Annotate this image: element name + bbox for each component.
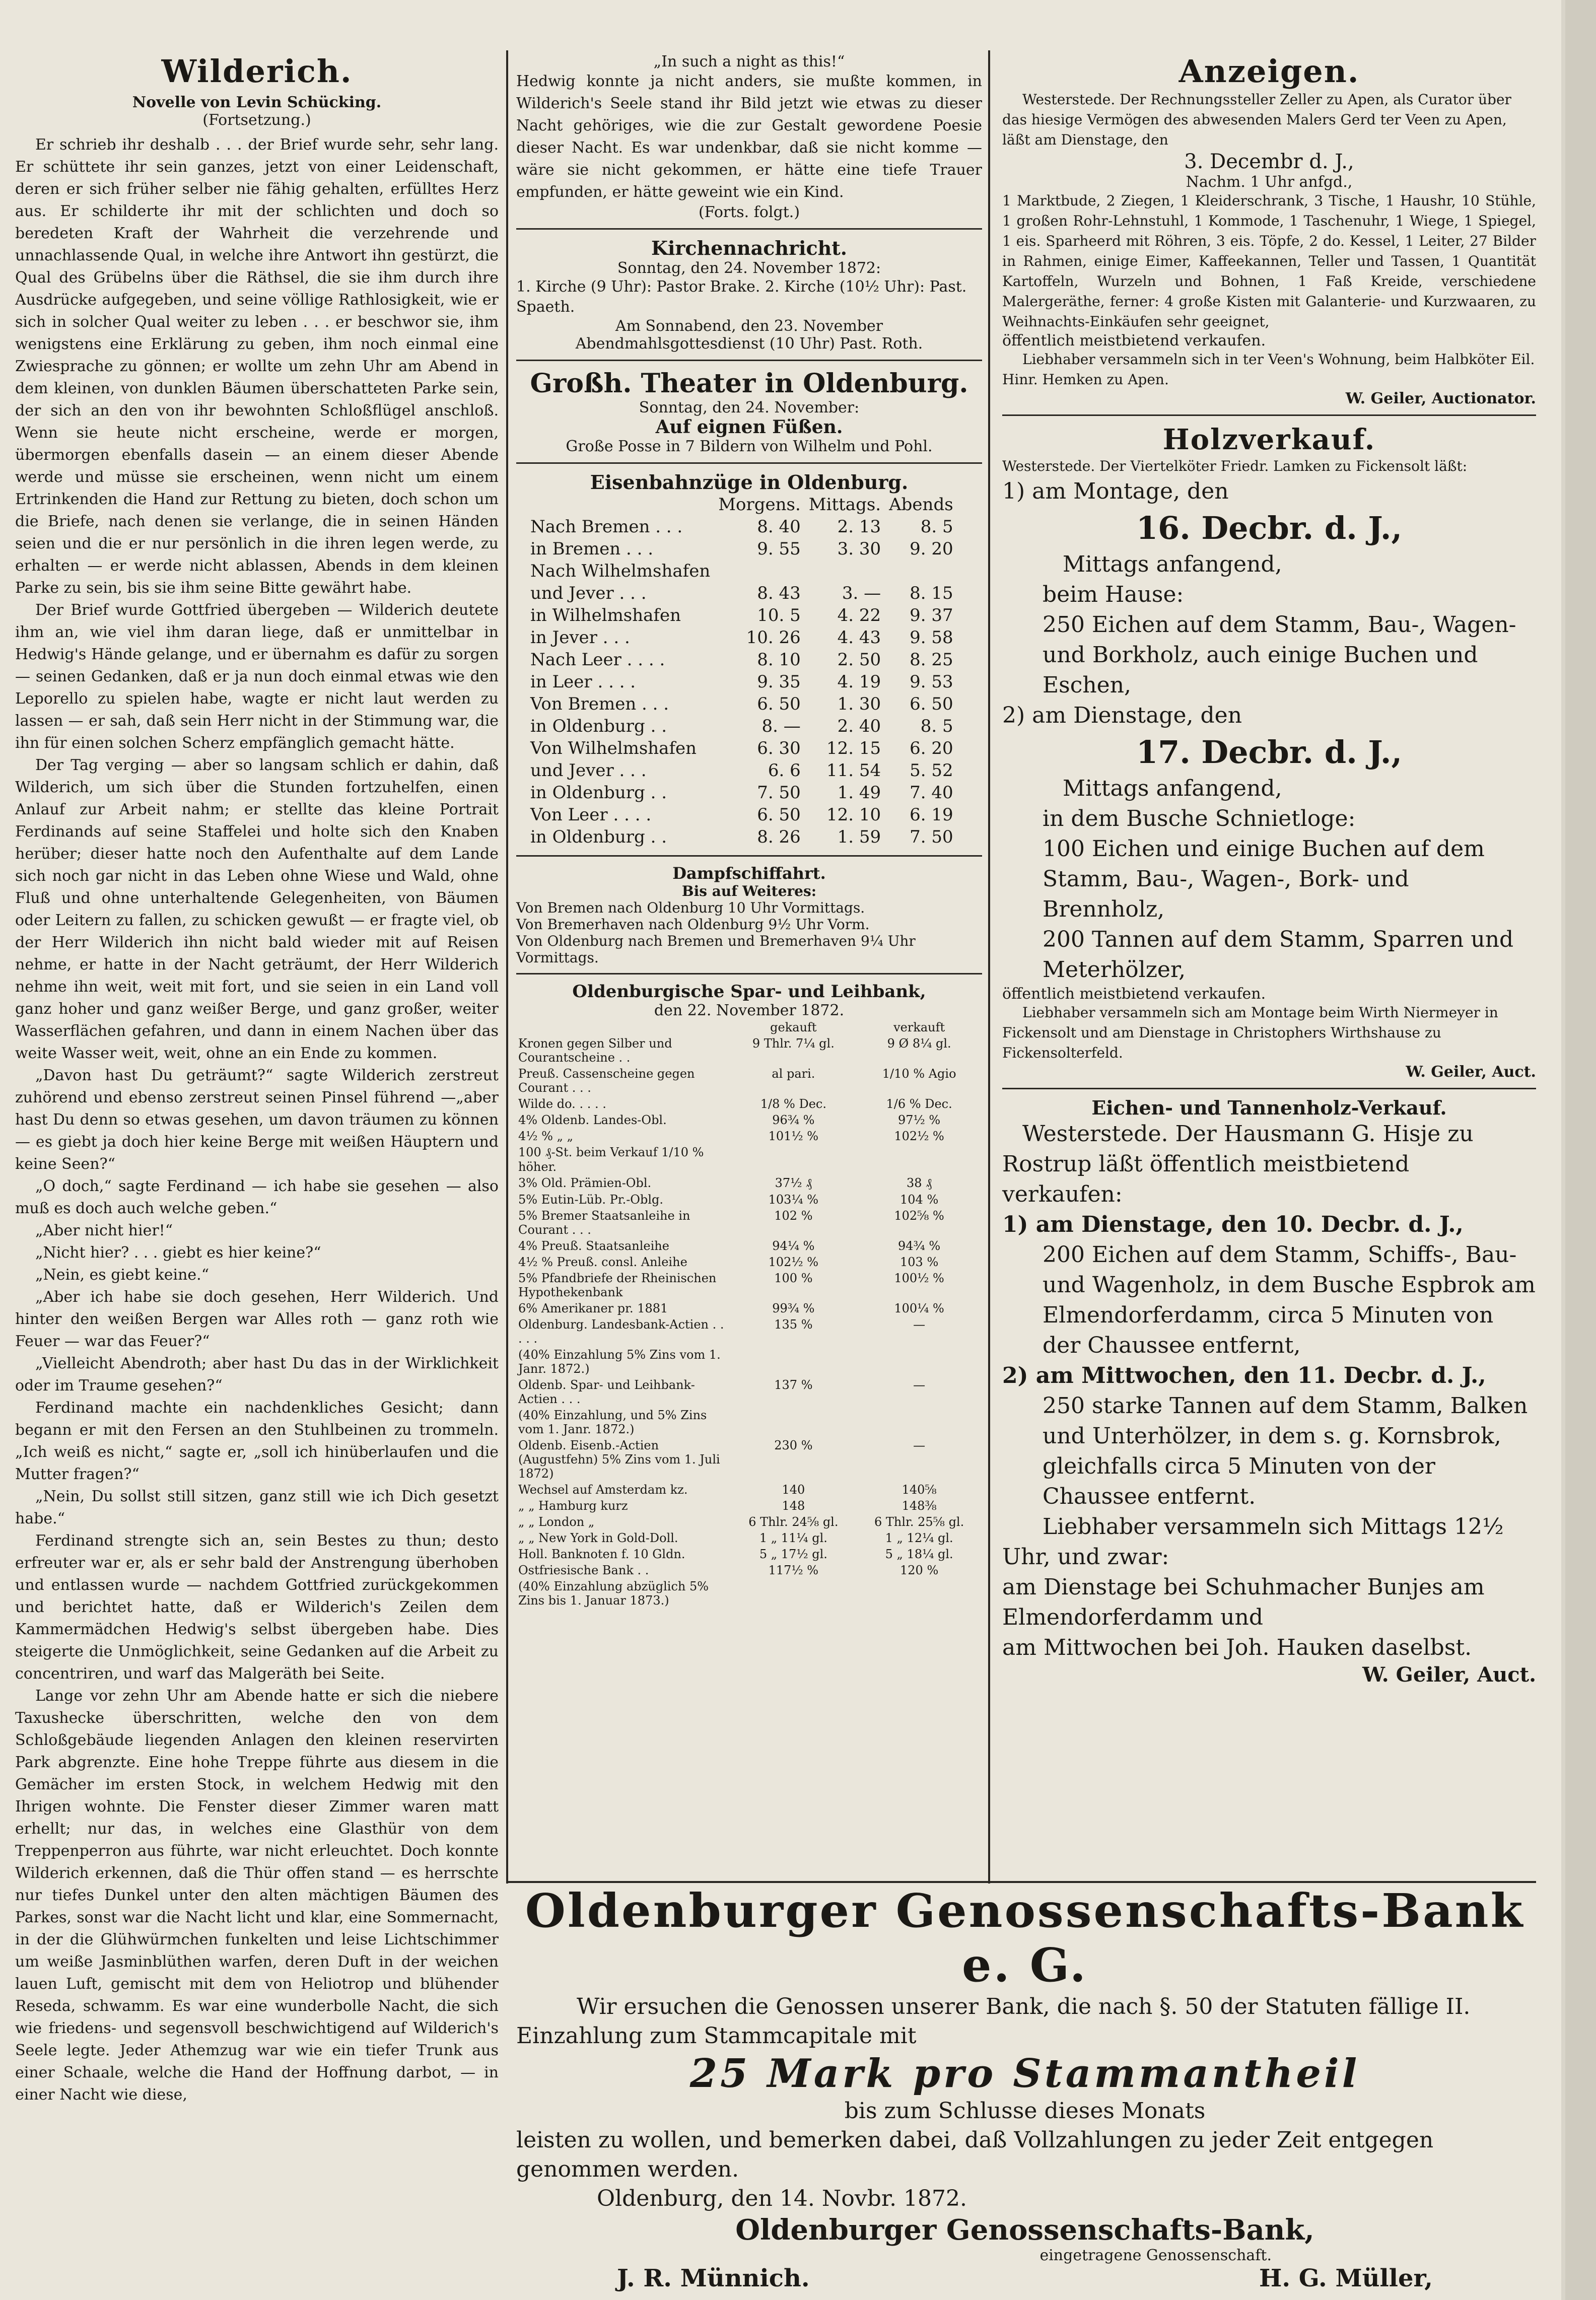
theater-line: Sonntag, den 24. November: — [639, 399, 860, 416]
novel-paragraph: „Davon hast Du geträumt?“ sagte Wilderich zerstreut zuhörend und ebenso zerstreut seinen Pinsel führend —„aber hast Du denn so etwas gesehen, um davon träumen zu können — es giebt ja doch hier keine Berge mit weißen Häuptern und keine Seen?“ — [15, 1067, 499, 1173]
table-header: Morgens. — [718, 495, 801, 515]
eich-line: am Mittwochen bei Joh. Hauken daselbst. — [1002, 1635, 1472, 1660]
table-cell: 140⅝ — [901, 1483, 937, 1497]
novel-paragraph: Der Brief wurde Gottfried übergeben — Wilderich deutete ihm an, wie viel ihm daran liege, daß er unmittelbar in Hedwig's Hände gelange, und er übernahm es dafür zu sorgen — seinen Gedanken, daß er ja nun doch einmal etwas wie den Leporello zu spielen habe, wagte er nicht laut werden zu lassen — er sah, daß sein Herr nicht in der Stimmung war, die ihn für einen solchen Scherz empfänglich gemacht hätte. — [15, 601, 499, 752]
table-cell: 9. 55 — [757, 539, 801, 559]
table-cell: 8. 5 — [920, 517, 953, 537]
eich-line: 200 Eichen auf dem Stamm, Schiffs-, Bau- und Wagenholz, in dem Busche Espbrok am Elmendorferdamm, circa 5 Minuten von der Chaussee entfernt, — [1043, 1242, 1536, 1358]
table-cell — [731, 1144, 857, 1175]
table-row — [526, 759, 957, 782]
bank-title: Oldenburgische Spar- und Leihbank, — [572, 982, 926, 1002]
table-cell: 102½ % — [894, 1129, 944, 1143]
holz-title: Holzverkauf. — [1162, 423, 1376, 456]
eich-line: 250 starke Tannen auf dem Stamm, Balken und Unterhölzer, in dem s. g. Kornsbrok, gleichfalls circa 5 Minuten von der Chaussee entfernt. — [1043, 1393, 1528, 1509]
table-cell — [856, 1347, 982, 1377]
quote-heading: „In such a night as this!“ — [653, 53, 845, 71]
table-cell: 5% Pfandbriefe der Rheinischen Hypothekenbank — [518, 1271, 717, 1299]
table-cell: Ostfriesische Bank . . — [518, 1563, 649, 1577]
church-title: Kirchennachricht. — [651, 237, 848, 259]
table-cell: 102½ % — [768, 1255, 819, 1269]
table-cell: in Leer . . . . — [530, 672, 636, 692]
table-cell: Kronen gegen Silber und Courantscheine . . — [518, 1036, 672, 1065]
table-cell: 1. 49 — [837, 783, 881, 803]
steam-line: Von Bremen nach Oldenburg 10 Uhr Vormittags. — [516, 899, 865, 916]
genbank-amount: 25 Mark pro Stammantheil — [689, 2051, 1360, 2097]
holz-line: 100 Eichen und einige Buchen auf dem Stamm, Bau-, Wagen-, Bork- und Brennholz, — [1043, 836, 1485, 922]
table-cell: 9. 35 — [757, 672, 801, 692]
divider — [516, 360, 982, 361]
table-cell: Holl. Banknoten f. 10 Gldn. — [518, 1547, 685, 1561]
holz-line: Mittags anfangend, — [1063, 776, 1282, 801]
table-row — [516, 1546, 982, 1562]
ad-text: Westerstede. Der Rechnungssteller Zeller zu Apen, als Curator über das hiesige Vermögen des abwesenden Malers Gerd ter Veen zu Apen, läßt am Dienstage, den — [1002, 91, 1511, 148]
divider — [1002, 1088, 1536, 1089]
table-cell — [731, 1407, 857, 1437]
table-cell: 94¼ % — [772, 1239, 815, 1253]
table-cell: 6 Thlr. 25⅝ gl. — [874, 1515, 964, 1529]
holz-line: 200 Tannen auf dem Stamm, Sparren und Meterhölzer, — [1043, 927, 1514, 983]
table-cell: Nach Leer . . . . — [530, 650, 665, 670]
table-row — [516, 1238, 982, 1254]
table-cell: 148⅜ — [901, 1499, 937, 1513]
table-cell — [805, 560, 885, 582]
table-header: verkauft — [893, 1020, 945, 1034]
table-row — [516, 1514, 982, 1530]
table-cell: 99¾ % — [772, 1301, 815, 1315]
table-cell: in Bremen . . . — [530, 539, 654, 559]
genbank-title: Oldenburger Genossenschafts-Bank e. G. — [525, 1884, 1525, 1992]
table-cell: 135 % — [774, 1317, 813, 1332]
genbank-signatures — [516, 2264, 1534, 2292]
novel-paragraph: „Vielleicht Abendroth; aber hast Du das in der Wirklichkeit oder im Traume gesehen?“ — [15, 1355, 499, 1395]
table-cell: 9 Ø 8¼ gl. — [887, 1036, 951, 1051]
table-cell: 6% Amerikaner pr. 1881 — [518, 1301, 668, 1315]
table-cell: 5 „ 17½ gl. — [759, 1547, 827, 1561]
table-cell: 148 — [782, 1499, 805, 1513]
table-cell: 11. 54 — [826, 760, 881, 781]
table-cell: al pari. — [772, 1067, 815, 1081]
table-cell: Preuß. Cassenscheine gegen Courant . . . — [518, 1067, 695, 1095]
eich-line: Liebhaber versammeln sich Mittags 12½ Uhr, und zwar: — [1002, 1514, 1504, 1570]
table-cell: 4% Oldenb. Landes-Obl. — [518, 1113, 667, 1127]
table-cell: 100½ % — [894, 1271, 944, 1285]
table-cell: 104 % — [900, 1193, 939, 1207]
column-rule-2 — [988, 50, 990, 1884]
novel-paragraph: Er schrieb ihr deshalb . . . der Brief wurde sehr, sehr lang. Er schüttete ihr sein ganzes, jetzt von einer Leidenschaft, deren er sich früher selber nie fähig gehalten, erfülltes Herz aus. Er schilderte ihr mit der schlichten und doch so beredeten Kraft der Wahrheit die verzehrende und unnachlassende Qual, in welche ihre Antwort ihn gestürzt, die Qual des Grübelns über die Räthsel, die sie ihm durch ihre Ausdrücke aufgegeben, und seine völlige Rathlosigkeit, wie er sich in solcher Qual weiter zu leben . . . er beschwor sie, ihm wenigstens eine Erklärung zu geben, ihm noch einmal eine Zwiesprache zu gönnen; er wollte um zehn Uhr am Abend in dem kleinen, von dunklen Bäumen überschatteten Parke sein, der sich an den von ihr bewohnten Schloßflügel anschloß. Wenn sie heute nicht erscheine, werde er morgen, übermorgen ebenfalls dasein — an einem dieser Abende werde und müsse sie erscheinen, wenn nicht um einem Ertrinkenden die Hand zur Rettung zu bieten, doch schon um die Briefe, nach denen sie verlange, die in seinen Händen seien und die er nur persönlich in die ihren legen werde, zu erhalten — er werde nicht ablassen, Abends in dem kleinen Parke zu sein, bis sie ihm seine Bitte gewährt habe. — [15, 136, 499, 597]
table-row — [516, 1530, 982, 1546]
table-cell: (40% Einzahlung abzüglich 5% Zins bis 1. Januar 1873.) — [518, 1579, 709, 1608]
table-row — [516, 1208, 982, 1238]
table-row — [516, 1347, 982, 1377]
novel-paragraph: „Aber nicht hier!“ — [35, 1222, 173, 1239]
ads-title: Anzeigen. — [1178, 53, 1360, 90]
middle-column — [516, 53, 982, 1609]
table-row — [526, 737, 957, 759]
table-row — [526, 671, 957, 693]
table-cell: Nach Wilhelmshafen — [530, 561, 711, 581]
theater-line: Große Posse in 7 Bildern von Wilhelm und Pohl. — [566, 438, 933, 455]
table-cell: „ „ New York in Gold-Doll. — [518, 1531, 678, 1545]
table-cell: Von Leer . . . . — [530, 805, 652, 825]
novel-paragraph: Ferdinand strengte sich an, sein Bestes zu thun; desto erfreuter war er, als er sehr bald der Anstrengung überhoben und entlassen wurde — nachdem Gottfried zurückgekommen und berichtet hatte, daß er Wilderich's Zeilen dem Kammermädchen Hedwig's selbst übergeben habe. Dies steigerte die Unmöglichkeit, seine Gedanken auf die Arbeit zu concentriren, und warf das Malgeräth bei Seite. — [15, 1532, 499, 1683]
table-cell: 117½ % — [768, 1563, 819, 1577]
table-cell: 9. 58 — [910, 628, 953, 648]
table-cell: 94¾ % — [898, 1239, 941, 1253]
table-cell: Von Bremen . . . — [530, 694, 669, 714]
table-cell: 6. 50 — [910, 694, 953, 714]
table-cell: 102 % — [774, 1209, 813, 1223]
table-header: gekauft — [770, 1020, 817, 1034]
signature: H. G. Müller, — [1259, 2264, 1433, 2292]
holz-line: Liebhaber versammeln sich am Montage beim Wirth Niermeyer in Fickensolt und am Dienstage in Christophers Wirthshause zu Fickensolterfeld. — [1002, 1004, 1498, 1061]
table-header-row — [516, 1019, 982, 1035]
table-cell: in Wilhelmshafen — [530, 605, 681, 625]
table-cell: Wilde do. . . . . — [518, 1097, 606, 1111]
novel-paragraph: Ferdinand machte ein nachdenkliches Gesicht; dann begann er mit den Fersen an den Stuhlbeinen zu trommeln. „Ich weiß es nicht,“ sagte er, „soll ich hinüberlaufen und die Mutter fragen?“ — [15, 1399, 499, 1483]
table-cell: 2. 13 — [837, 517, 881, 537]
table-row — [516, 1066, 982, 1096]
table-row — [516, 1192, 982, 1208]
genbank-org-sub: eingetragene Genossenschaft. — [1039, 2247, 1272, 2264]
holz-date: 16. Decbr. d. J., — [1136, 510, 1403, 546]
table-cell: 9. 37 — [910, 605, 953, 625]
table-cell: 37½ ₰ — [775, 1176, 812, 1190]
table-cell: 120 % — [900, 1563, 939, 1577]
novel-title: Wilderich. — [161, 53, 353, 90]
holz-line: 1) am Montage, den — [1002, 478, 1229, 504]
table-cell: 1 „ 12¼ gl. — [885, 1531, 953, 1545]
table-header — [516, 1019, 731, 1035]
table-row — [526, 626, 957, 649]
table-cell: 8. 5 — [920, 716, 953, 736]
table-cell: 7. 50 — [910, 827, 953, 847]
table-cell: 2. 40 — [837, 716, 881, 736]
table-cell: 3. 30 — [837, 539, 881, 559]
table-cell: Von Wilhelmshafen — [530, 738, 697, 758]
table-cell: 103¼ % — [768, 1193, 819, 1207]
table-cell: und Jever . . . — [530, 760, 647, 781]
novel-paragraph: Der Tag verging — aber so langsam schlich er dahin, daß Wilderich, um sich über die Stunden fortzuhelfen, einen Anlauf zur Arbeit nahm; er stellte das kleine Portrait Ferdinands auf seine Staffelei und holte sich den Knaben herüber; dieser hatte noch den Aufenthalte auf dem Lande sich noch gar nicht in das Leben ohne Wiese und Wald, ohne Fluß und ohne unterhaltende Gelegenheiten, von Bäumen oder Leitern zu fallen, zu schicken gewußt — er fragte viel, ob der Herr Wilderich ihn nicht bald wieder mit auf Reisen nehme, er hatte in der Nacht geträumt, der Herr Wilderich nehme ihn weit, weit mit fort, und sie seien in ein Land voll ganz hoher und ganz weißer Berge, und ganz großer, weiter Wasserflächen gefahren, und dann in einem Nachen über das weite Wasser weit, weit, ohne an ein Ende zu kommen. — [15, 756, 499, 1062]
novel-paragraph: „Nicht hier? . . . giebt es hier keine?“ — [35, 1244, 321, 1262]
ad-sale: öffentlich meistbietend verkaufen. — [1002, 332, 1266, 350]
table-cell: 100¼ % — [894, 1301, 944, 1315]
column-rule-1 — [506, 50, 508, 1884]
church-line: Abendmahlsgottesdienst (10 Uhr) Past. Roth. — [575, 335, 923, 353]
table-cell: 10. 26 — [746, 628, 801, 648]
table-row — [516, 1377, 982, 1407]
table-cell: Wechsel auf Amsterdam kz. — [518, 1483, 688, 1497]
ad-items: 1 Marktbude, 2 Ziegen, 1 Kleiderschrank, 3 Tische, 1 Haushr, 10 Stühle, 1 großen Rohr-Lehnstuhl, 1 Kommode, 1 Taschenuhr, 1 Wiege, 1 Spiegel, 1 eis. Sparheerd mit Röhren, 3 eis. Töpfe, 2 do. Kessel, 1 Leiter, 27 Bilder in Rahmen, einige Eimer, Kaffeekannen, Teller und Tassen, 1 Quantität Kartoffeln, Wurzeln und Bohnen, 1 Faß Kreide, verschiedene Malergeräthe, ferner: 4 große Kisten mit Galanterie- und Kurzwaaren, zu Weihnachts-Einkäufen sehr geeignet, — [1002, 192, 1536, 330]
table-cell — [714, 560, 805, 582]
table-cell: (40% Einzahlung 5% Zins vom 1. Janr. 1872.) — [518, 1348, 721, 1376]
holz-line: Mittags anfangend, — [1063, 551, 1282, 577]
eich-line: 2) am Mittwochen, den 11. Decbr. d. J., — [1002, 1363, 1486, 1388]
steam-title: Dampfschiffahrt. — [672, 864, 826, 883]
table-row — [516, 1482, 982, 1498]
table-cell: 9. 20 — [910, 539, 953, 559]
table-row — [526, 604, 957, 626]
table-cell: (40% Einzahlung, und 5% Zins vom 1. Janr. 1872.) — [518, 1408, 707, 1436]
theater-title: Großh. Theater in Oldenburg. — [530, 368, 968, 399]
table-row — [526, 516, 957, 538]
signature: J. R. Münnich. — [617, 2264, 810, 2292]
table-cell: 7. 50 — [757, 783, 801, 803]
novel-byline: Novelle von Levin Schücking. — [132, 94, 382, 111]
novel-column — [15, 53, 499, 2106]
table-row — [526, 693, 957, 715]
divider — [1002, 414, 1536, 416]
church-line: Am Sonnabend, den 23. November — [615, 317, 883, 335]
table-cell: 2. 50 — [837, 650, 881, 670]
steam-line: Von Bremerhaven nach Oldenburg 9½ Uhr Vorm. — [516, 916, 870, 933]
table-row — [526, 649, 957, 671]
table-row — [516, 1270, 982, 1300]
table-cell: „ „ Hamburg kurz — [518, 1499, 628, 1513]
table-cell: 140 — [782, 1483, 805, 1497]
table-cell — [885, 560, 957, 582]
holz-line: in dem Busche Schnietloge: — [1043, 806, 1356, 831]
genbank-text: bis zum Schlusse dieses Monats — [844, 2098, 1206, 2124]
novel-paragraph: „Aber ich habe sie doch gesehen, Herr Wilderich. Und hinter den weißen Bergen war Alles roth — ganz roth wie Feuer — war das Feuer?“ — [15, 1288, 499, 1350]
quote-continuation: (Forts. folgt.) — [698, 203, 800, 221]
table-cell: 96¾ % — [772, 1113, 815, 1127]
table-cell: — — [913, 1317, 926, 1332]
table-cell: 8. 15 — [910, 583, 953, 603]
divider — [516, 462, 982, 464]
table-cell: 1 „ 11¼ gl. — [759, 1531, 827, 1545]
table-cell: 8. — — [761, 716, 801, 736]
bottom-ad-rule — [506, 1881, 1536, 1883]
table-cell: 1. 30 — [837, 694, 881, 714]
ad-meet: Liebhaber versammeln sich in ter Veen's Wohnung, beim Halbköter Eil. Hinr. Hemken zu Apen. — [1002, 351, 1535, 388]
table-cell: 8. 10 — [757, 650, 801, 670]
theater-play: Auf eignen Füßen. — [655, 416, 843, 438]
table-cell: 1/6 % Dec. — [886, 1097, 952, 1111]
holz-line: 250 Eichen auf dem Stamm, Bau-, Wagen- und Borkholz, auch einige Buchen und Eschen, — [1043, 612, 1516, 698]
table-cell: 100 ₰-St. beim Verkauf 1/10 % höher. — [518, 1145, 704, 1174]
table-row — [516, 1254, 982, 1270]
table-row — [526, 582, 957, 604]
divider — [516, 228, 982, 230]
table-cell: 7. 40 — [910, 783, 953, 803]
table-cell: in Jever . . . — [530, 628, 630, 648]
table-cell: 101½ % — [768, 1129, 819, 1143]
table-cell: 230 % — [774, 1438, 813, 1452]
eich-intro: Westerstede. Der Hausmann G. Hisje zu Rostrup läßt öffentlich meistbietend verkaufen: — [1002, 1121, 1474, 1207]
holz-date: 17. Decbr. d. J., — [1136, 734, 1403, 771]
table-cell: 6. 50 — [757, 694, 801, 714]
table-cell: 6 Thlr. 24⅝ gl. — [748, 1515, 839, 1529]
trains-title: Eisenbahnzüge in Oldenburg. — [590, 471, 909, 494]
holz-line: öffentlich meistbietend verkaufen. — [1002, 985, 1266, 1003]
eich-signature: W. Geiler, Auct. — [1362, 1663, 1536, 1687]
divider — [516, 973, 982, 974]
eich-title: Eichen- und Tannenholz-Verkauf. — [1091, 1096, 1447, 1119]
table-cell — [856, 1407, 982, 1437]
table-cell: in Oldenburg . . — [530, 827, 667, 847]
table-cell: 8. 25 — [910, 650, 953, 670]
table-cell: 6. 19 — [910, 805, 953, 825]
table-cell: 8. 26 — [757, 827, 801, 847]
genbank-text: leisten zu wollen, und bemerken dabei, daß Vollzahlungen zu jeder Zeit entgegen genommen werden. — [516, 2127, 1434, 2182]
table-cell: 5 „ 18¼ gl. — [885, 1547, 953, 1561]
table-row — [526, 782, 957, 804]
genbank-org: Oldenburger Genossenschafts-Bank, — [735, 2213, 1314, 2247]
table-row — [526, 538, 957, 560]
table-cell: Nach Bremen . . . — [530, 517, 683, 537]
table-cell: Oldenb. Eisenb.-Actien (Augustfehn) 5% Zins vom 1. Juli 1872) — [518, 1438, 720, 1481]
table-cell: 1. 59 — [837, 827, 881, 847]
ad-time: Nachm. 1 Uhr anfgd., — [1186, 173, 1353, 191]
divider — [516, 855, 982, 857]
table-cell: 38 ₰ — [907, 1176, 932, 1190]
church-line: 1. Kirche (9 Uhr): Pastor Brake. 2. Kirche (10½ Uhr): Past. Spaeth. — [516, 278, 967, 316]
novel-continuation: (Fortsetzung.) — [202, 111, 311, 129]
table-cell: 8. 40 — [757, 517, 801, 537]
table-cell: 6. 50 — [757, 805, 801, 825]
table-cell: 6. 6 — [768, 760, 801, 781]
table-row — [516, 1562, 982, 1578]
bank-date: den 22. November 1872. — [654, 1002, 845, 1019]
table-cell: 4. 22 — [837, 605, 881, 625]
quote-text: Hedwig konnte ja nicht anders, sie mußte kommen, in Wilderich's Seele stand ihr Bild jetzt wie etwas zu dieser Nacht gehöriges, wie die zur Gestalt gewordene Poesie dieser Nacht. Es war undenkbar, daß sie nicht komme — wäre sie nicht gekommen, er hätte eine tiefe Trauer empfunden, er hätte geweint wie ein Kind. — [516, 73, 982, 201]
table-cell: 3. — — [842, 583, 881, 603]
ads-column — [1002, 53, 1536, 1687]
holz-intro: Westerstede. Der Viertelköter Friedr. Lamken zu Fickensolt läßt: — [1002, 458, 1468, 474]
table-row — [516, 1112, 982, 1128]
table-cell — [856, 1144, 982, 1175]
table-cell: 137 % — [774, 1378, 813, 1392]
table-cell: in Oldenburg . . — [530, 783, 667, 803]
table-cell: in Oldenburg . . — [530, 716, 667, 736]
table-cell — [856, 1578, 982, 1609]
novel-paragraph: „Nein, Du sollst still sitzen, ganz still wie ich Dich gesetzt habe.“ — [15, 1488, 499, 1527]
table-row — [526, 560, 957, 582]
table-cell: 103 % — [900, 1255, 939, 1269]
table-cell: — — [913, 1378, 926, 1392]
table-cell: 8. 43 — [757, 583, 801, 603]
table-cell: Oldenb. Spar- und Leihbank-Actien . . . — [518, 1378, 695, 1406]
table-row — [526, 715, 957, 737]
table-cell — [731, 1578, 857, 1609]
table-cell: 100 % — [774, 1271, 813, 1285]
table-cell: 4½ % „ „ — [518, 1129, 574, 1143]
table-cell: 3% Old. Prämien-Obl. — [518, 1176, 652, 1190]
table-cell: 102⅝ % — [894, 1209, 944, 1223]
table-cell: und Jever . . . — [530, 583, 647, 603]
church-line: Sonntag, den 24. November 1872: — [617, 259, 881, 277]
table-cell: 4. 19 — [837, 672, 881, 692]
table-header-row — [526, 494, 957, 516]
table-cell: 12. 15 — [826, 738, 881, 758]
table-cell: — — [913, 1438, 926, 1452]
table-cell: 4. 43 — [837, 628, 881, 648]
table-cell: „ „ London „ — [518, 1515, 595, 1529]
novel-paragraph: „Nein, es giebt keine.“ — [35, 1266, 210, 1284]
holz-signature: W. Geiler, Auct. — [1406, 1063, 1536, 1081]
novel-paragraph: „O doch,“ sagte Ferdinand — ich habe sie gesehen — also muß es doch auch welche geben.“ — [15, 1177, 499, 1217]
table-header: Abends — [889, 495, 953, 515]
train-table — [526, 494, 957, 848]
genbank-date: Oldenburg, den 14. Novbr. 1872. — [597, 2186, 967, 2211]
genbank-ad — [516, 1884, 1534, 2292]
table-cell: 10. 5 — [757, 605, 801, 625]
eich-line: am Dienstage bei Schuhmacher Bunjes am Elmendorferdamm und — [1002, 1574, 1485, 1630]
steam-sub: Bis auf Weiteres: — [681, 883, 817, 899]
table-cell: 4% Preuß. Staatsanleihe — [518, 1239, 669, 1253]
table-row — [516, 1498, 982, 1514]
table-cell: 97½ % — [898, 1113, 941, 1127]
table-row — [516, 1437, 982, 1482]
table-row — [526, 826, 957, 848]
table-cell: 6. 30 — [757, 738, 801, 758]
table-row — [516, 1175, 982, 1192]
holz-line: 2) am Dienstage, den — [1002, 703, 1242, 728]
table-cell: 5% Eutin-Lüb. Pr.-Oblg. — [518, 1193, 664, 1207]
table-row — [516, 1128, 982, 1144]
table-cell: 12. 10 — [826, 805, 881, 825]
table-header: Mittags. — [808, 495, 881, 515]
table-row — [516, 1035, 982, 1066]
genbank-text: Wir ersuchen die Genossen unserer Bank, die nach §. 50 der Statuten fällige II. Einzahlung zum Stammcapitale mit — [516, 1994, 1471, 2049]
table-cell: 9. 53 — [910, 672, 953, 692]
eich-line: 1) am Dienstage, den 10. Decbr. d. J., — [1002, 1212, 1464, 1237]
table-cell — [731, 1347, 857, 1377]
ad-signature: W. Geiler, Auctionator. — [1345, 390, 1536, 407]
table-row — [516, 1578, 982, 1609]
bank-table — [516, 1019, 982, 1609]
ad-date: 3. Decembr d. J., — [1184, 150, 1354, 173]
table-row — [516, 1096, 982, 1112]
table-cell: 9 Thlr. 7¼ gl. — [752, 1036, 835, 1051]
table-cell: 1/8 % Dec. — [760, 1097, 826, 1111]
table-cell: 6. 20 — [910, 738, 953, 758]
table-cell: Oldenburg. Landesbank-Actien . . . . . — [518, 1317, 724, 1346]
table-cell: 4½ % Preuß. consl. Anleihe — [518, 1255, 687, 1269]
table-row — [516, 1407, 982, 1437]
table-row — [516, 1144, 982, 1175]
table-row — [516, 1300, 982, 1316]
table-cell: 5. 52 — [910, 760, 953, 781]
table-row — [526, 804, 957, 826]
table-cell: 5% Bremer Staatsanleihe in Courant . . . — [518, 1209, 690, 1237]
table-row — [516, 1316, 982, 1347]
holz-line: beim Hause: — [1043, 582, 1184, 607]
novel-paragraph: Lange vor zehn Uhr am Abende hatte er sich die niebere Taxushecke überschritten, welche den von dem Schloßgebäude liegenden Anlagen den kleinen reservirten Park abgrenzte. Eine hohe Treppe führte aus diesem in die Gemächer im ersten Stock, in welchem Hedwig mit den Ihrigen wohnte. Die Fenster dieser Zimmer waren matt erhellt; nur das, in welches eine Glasthür von dem Treppenperron aus führte, war nicht erleuchtet. Doch konnte Wilderich erkennen, daß die Thür offen stand — es herrschte nur tiefes Dunkel unter den alten mächtigen Bäumen des Parkes, sonst war die Nacht licht und klar, eine Sommernacht, in der die Glühwürmchen funkelten und leise Lichtschimmer um weiße Jasminblüthen warfen, deren Duft in der weichen lauen Luft, gemischt mit dem von Heliotrop und blühender Reseda, schwamm. Es war eine wunderbolle Nacht, die sich wie friedens- und segensvoll beschwichtigend auf Wilderich's Seele legte. Jeder Athemzug war wie ein tiefer Trunk aus einer Schaale, welche die Hand der Hoffnung darbot, — in einer Nacht wie diese, — [15, 1687, 499, 2104]
table-header — [526, 494, 714, 516]
steam-line: Von Oldenburg nach Bremen und Bremerhaven 9¼ Uhr Vormittags. — [516, 933, 916, 966]
table-cell: 1/10 % Agio — [882, 1067, 956, 1081]
